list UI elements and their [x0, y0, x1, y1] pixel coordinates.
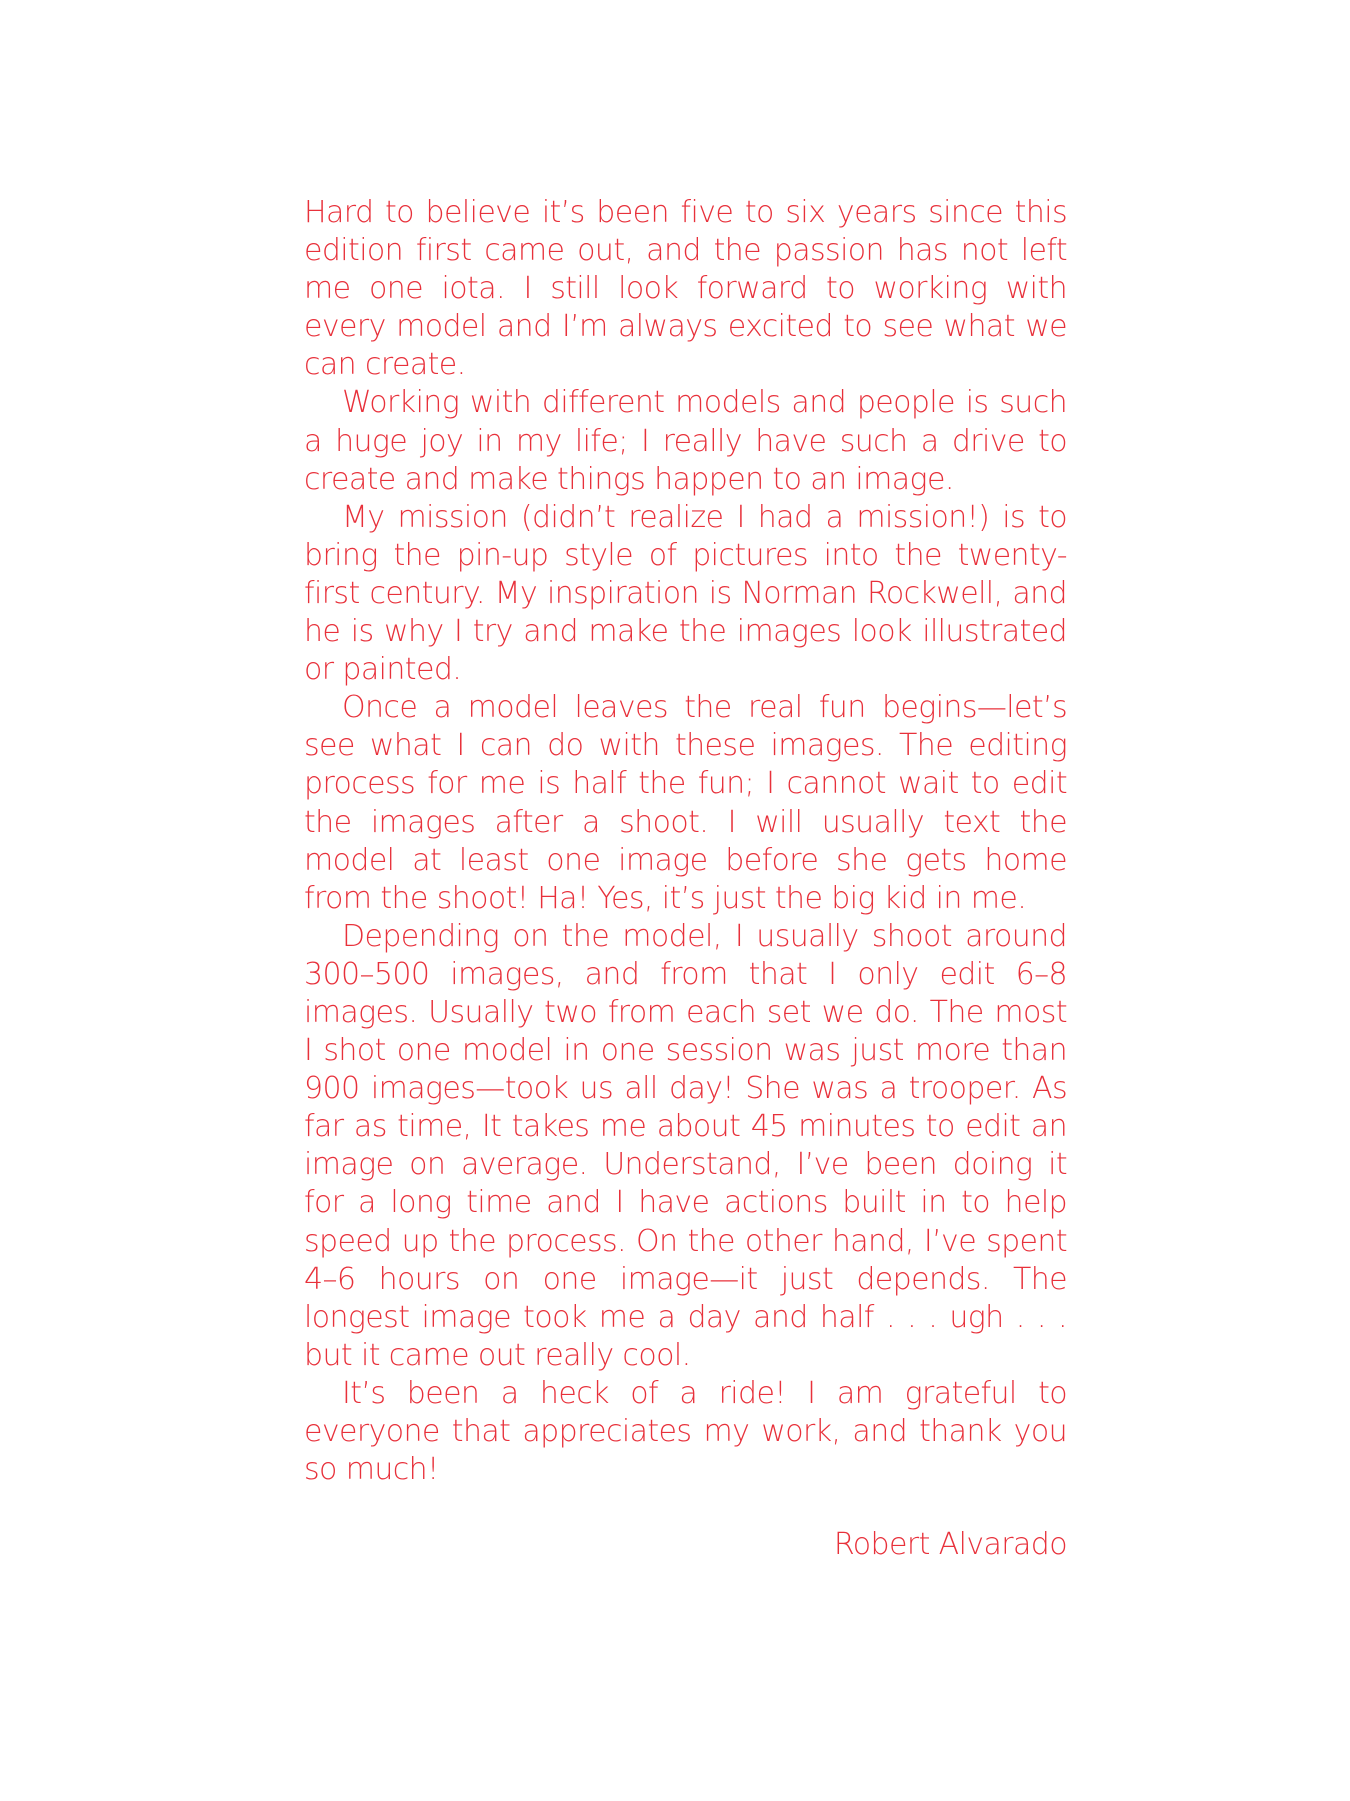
paragraph-5: Depending on the model, I usually shoot around 300–500 images, and from that I only edit 6–8 images. Usually two from each set we do. The most I shot one model in one session was just more than 900 images—took us all day! She was a trooper. As far as time, It takes me about 45 minutes to edit an image on average. Understand, I’ve been doing it for a long time and I have actions built in to help speed up the process. On the other hand, I’ve spent 4–6 hours on one image—it just depends. The longest image took me a day and half . . . ugh . . . but it came out really cool. [304, 918, 1067, 1373]
paragraph-6: It’s been a heck of a ride! I am grateful to everyone that appreciates my work, and thank you so much! [304, 1375, 1067, 1488]
paragraph-2: Working with different models and people is such a huge joy in my life; I really have such a drive to create and make things happen to an image. [304, 385, 1067, 497]
body-text [304, 194, 1067, 1489]
author-signature: Robert Alvarado [833, 1527, 1067, 1562]
paragraph-4: Once a model leaves the real fun begins—let’s see what I can do with these images. The editing process for me is half the fun; I cannot wait to edit the images after a shoot. I will usually text the model at least one image before she gets home from the shoot! Ha! Yes, it’s just the big kid in me. [304, 690, 1067, 916]
paragraph-1: Hard to believe it’s been five to six years since this edition first came out, and the passion has not left me one iota. I still look forward to working with every model and I’m always excited to see what we can create. [304, 195, 1067, 383]
paragraph-3: My mission (didn’t realize I had a mission!) is to bring the pin-up style of pictures into the twenty-first century. My inspiration is Norman Rockwell, and he is why I try and make the images look illustrated or painted. [304, 499, 1067, 688]
